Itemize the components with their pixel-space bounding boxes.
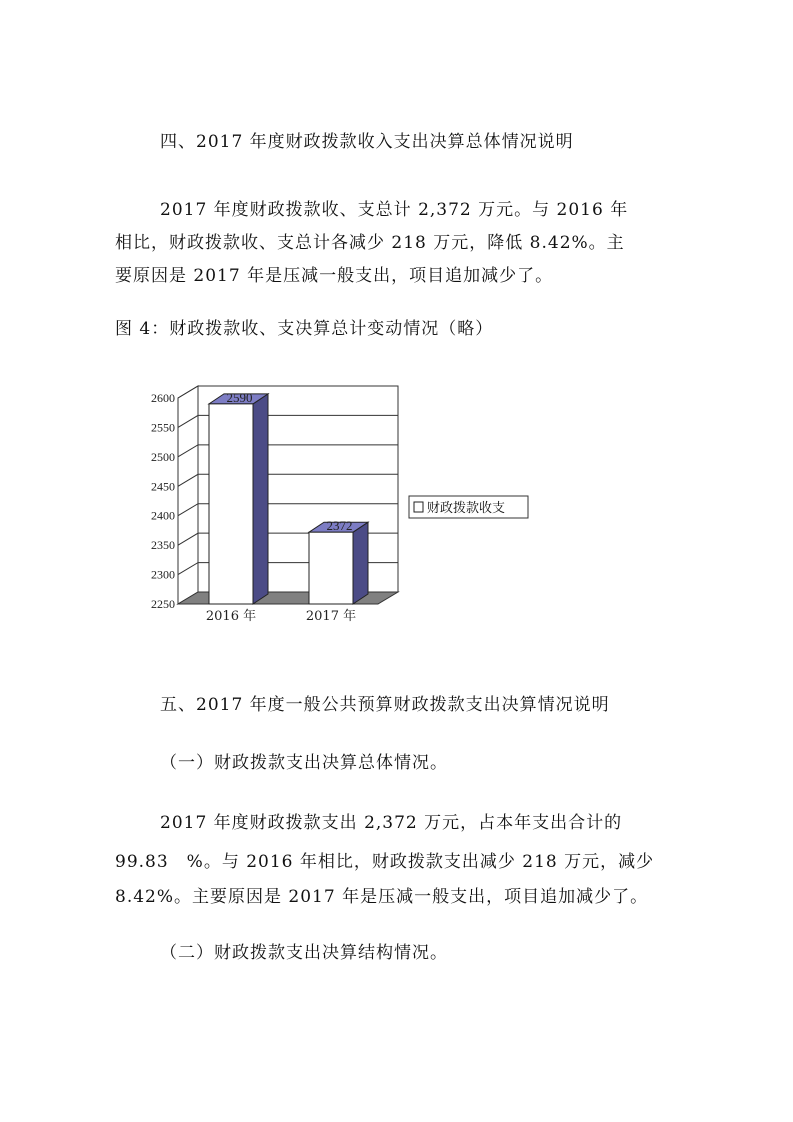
section-5-paragraph-line-1: 2017 年度财政拨款支出 2,372 万元，占本年支出合计的 <box>160 813 623 833</box>
figure-caption: 图 4：财政拨款收、支决算总计变动情况（略） <box>115 319 494 339</box>
y-tick-label: 2300 <box>151 567 175 582</box>
subsection-2-heading: （二）财政拨款支出决算结构情况。 <box>160 943 448 963</box>
chart-side-wall <box>178 386 198 604</box>
y-tick-label: 2550 <box>151 420 175 435</box>
section-4-paragraph-line-1: 2017 年度财政拨款收、支总计 2,372 万元。与 2016 年 <box>160 200 629 220</box>
data-label: 2590 <box>226 389 253 405</box>
section-5-heading: 五、2017 年度一般公共预算财政拨款支出决算情况说明 <box>160 695 610 715</box>
chart-legend <box>409 496 528 518</box>
section-4-paragraph-line-3: 要原因是 2017 年是压减一般支出，项目追加减少了。 <box>115 266 554 286</box>
y-tick-label: 2250 <box>151 597 175 611</box>
section-5-paragraph-line-2: 99.83 %。与 2016 年相比，财政拨款支出减少 218 万元，减少 <box>115 852 655 872</box>
y-tick-label: 2600 <box>151 391 175 405</box>
bar <box>309 522 368 604</box>
bar-side <box>253 394 268 604</box>
data-label: 2372 <box>326 518 353 534</box>
x-axis-labels <box>206 608 356 624</box>
y-tick-label: 2500 <box>151 449 175 464</box>
y-tick-label: 2400 <box>151 508 175 523</box>
section-4-paragraph-line-2: 相比，财政拨款收、支总计各减少 218 万元，降低 8.42%。主 <box>115 233 625 253</box>
x-category-label: 2016 年 <box>205 609 257 624</box>
section-5-paragraph-line-3: 8.42%。主要原因是 2017 年是压减一般支出，项目追加减少了。 <box>115 887 649 907</box>
y-axis-ticks <box>151 391 175 611</box>
subsection-1-heading: （一）财政拨款支出决算总体情况。 <box>160 753 448 773</box>
section-4-heading: 四、2017 年度财政拨款收入支出决算总体情况说明 <box>160 132 574 152</box>
bar <box>209 394 268 604</box>
x-category-label: 2017 年 <box>305 609 357 624</box>
y-tick-label: 2350 <box>151 538 175 553</box>
bar-side <box>353 522 368 604</box>
bar-front <box>209 404 253 604</box>
bar-chart <box>130 380 550 640</box>
y-tick-label: 2450 <box>151 479 175 494</box>
legend-swatch <box>414 502 423 512</box>
bar-front <box>309 532 353 604</box>
legend-label: 财政拨款收支 <box>427 501 506 516</box>
